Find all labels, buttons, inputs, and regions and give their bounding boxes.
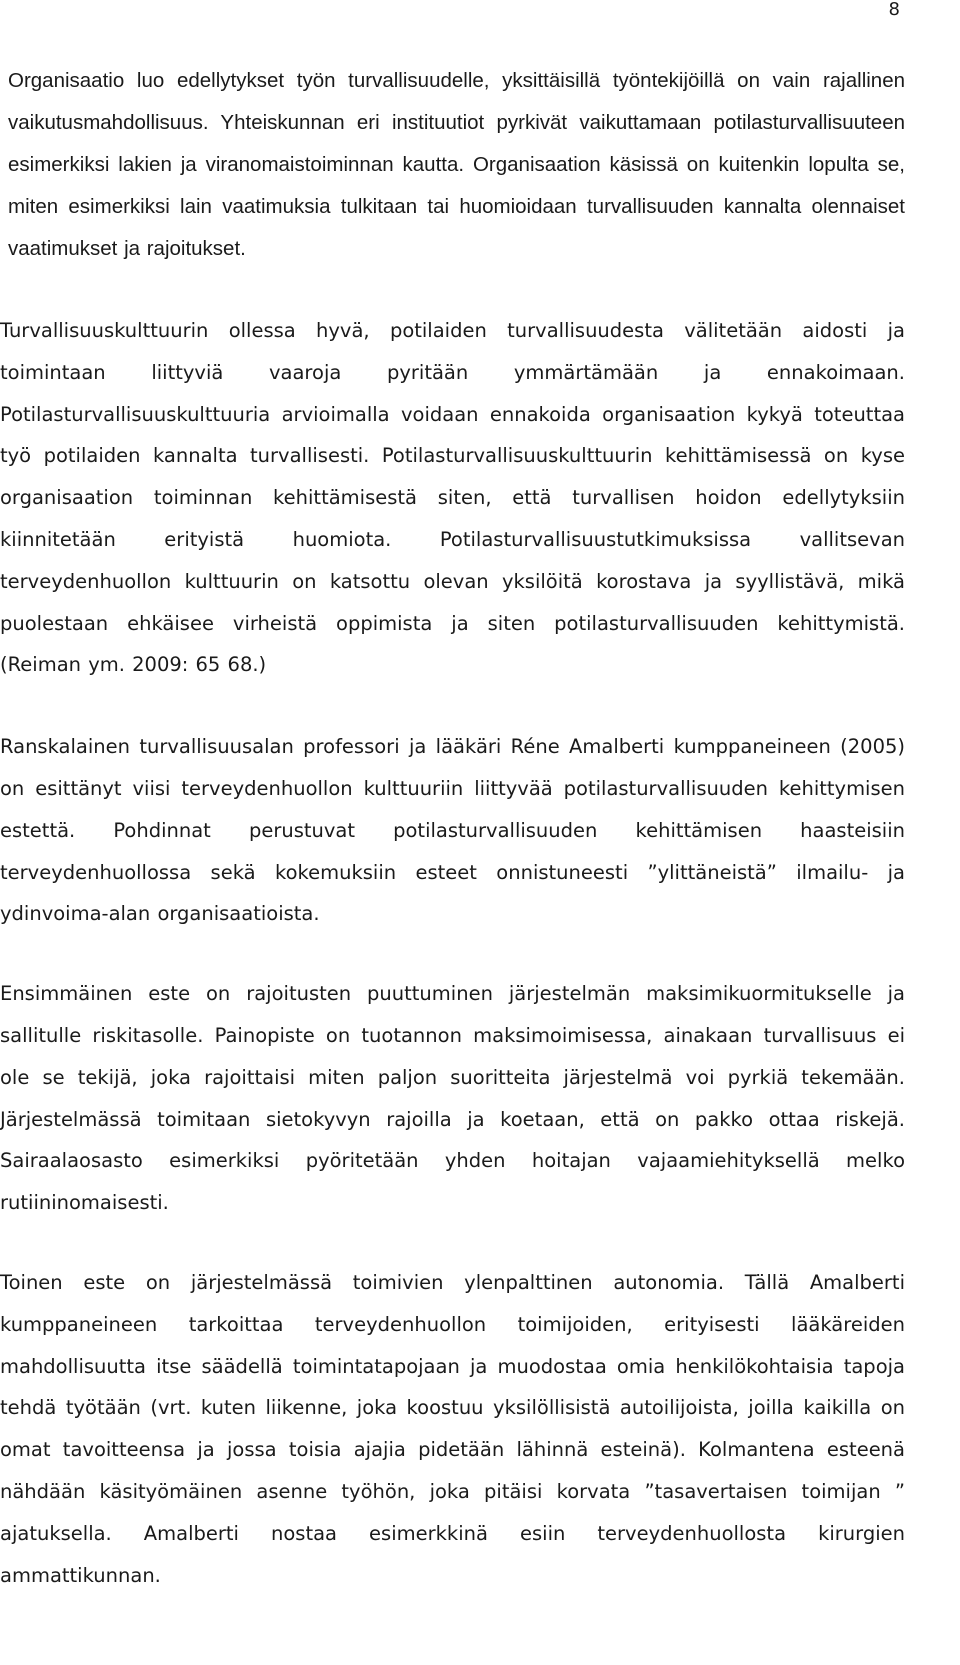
paragraph-amalberti: Ranskalainen turvallisuusalan professori ja lääkäri Réne Amalberti kumppaneineen (2005) on esittänyt viisi terveydenhuollon kulttuuriin liittyvää potilasturvallisuuden kehittymisen estettä. Pohdinnat perustuvat potilasturvallisuuden kehittämisen haasteisiin terveydenhuollossa sekä kokemuksiin esteet onnistuneesti ”ylittäneistä” ilmailu- ja ydinvoima-alan organisaatioista. xyxy=(0,735,905,926)
paragraph-spacer xyxy=(0,686,905,726)
paragraph-spacer xyxy=(0,1224,905,1262)
paragraph-second-obstacle: Toinen este on järjestelmässä toimivien ylenpalttinen autonomia. Tällä Amalberti kumppaneineen tarkoittaa terveydenhuollon toimijoiden, erityisesti lääkäreiden mahdollisuutta itse säädellä toimintatapojaan ja muodostaa omia henkilökohtaisia tapoja tehdä työtään (vrt. kuten liikenne, joka koostuu yksilöllisistä autoilijoista, joilla kaikilla on omat tavoitteensa ja jossa toisia ajajia pidetään lähinnä esteinä). Kolmantena esteenä nähdään käsityömäinen asenne työhön, joka pitäisi korvata ”tasavertaisen toimijan ” ajatuksella. Amalberti nostaa esimerkkinä esiin terveydenhuollosta kirurgien ammattikunnan. xyxy=(0,1270,905,1587)
paragraph-organisation: Organisaatio luo edellytykset työn turvallisuudelle, yksittäisillä työntekijöillä on vain rajallinen vaikutusmahdollisuus. Yhteiskunnan eri instituutiot pyrkivät vaikuttamaan potilasturvallisuuteen esimerkiksi lakien ja viranomaistoiminnan kautta. Organisaation käsissä on kuitenkin lopulta se, miten esimerkiksi lain vaatimuksia tulkitaan tai huomioidaan turvallisuuden kannalta olennaiset vaatimukset ja rajoitukset. xyxy=(8,69,905,260)
page-number: 8 xyxy=(888,0,900,20)
paragraph-spacer xyxy=(0,270,905,310)
paragraph-spacer xyxy=(0,935,905,973)
paragraph-safety-culture: Turvallisuuskulttuurin ollessa hyvä, potilaiden turvallisuudesta välitetään aidosti ja toimintaan liittyviä vaaroja pyritään ymmärtämään ja ennakoimaan. Potilasturvallisuuskulttuuria arvioimalla voidaan ennakoida organisaation kykyä toteuttaa työ potilaiden kannalta turvallisesti. Potilasturvallisuuskulttuurin kehittämisessä on kyse organisaation toiminnan kehittämisestä siten, että turvallisen hoidon edellytyksiin kiinnitetään erityistä huomiota. Potilasturvallisuustutkimuksissa vallitsevan terveydenhuollon kulttuurin on katsottu olevan yksilöitä korostava ja syyllistävä, mikä puolestaan ehkäisee virheistä oppimista ja siten potilasturvallisuuden kehittymistä. (Reiman ym. 2009: 65 68.) xyxy=(0,319,905,677)
paragraph-first-obstacle: Ensimmäinen este on rajoitusten puuttuminen järjestelmän maksimikuormitukselle ja sallitulle riskitasolle. Painopiste on tuotannon maksimoimisessa, ainakaan turvallisuus ei ole se tekijä, joka rajoittaisi miten paljon suoritteita järjestelmä voi pyrkiä tekemään. Järjestelmässä toimitaan sietokyvyn rajoilla ja koetaan, että on pakko ottaa riskejä. Sairaalaosasto esimerkiksi pyöritetään yhden hoitajan vajaamiehityksellä melko rutiininomaisesti. xyxy=(0,982,905,1215)
document-body xyxy=(0,60,905,1596)
